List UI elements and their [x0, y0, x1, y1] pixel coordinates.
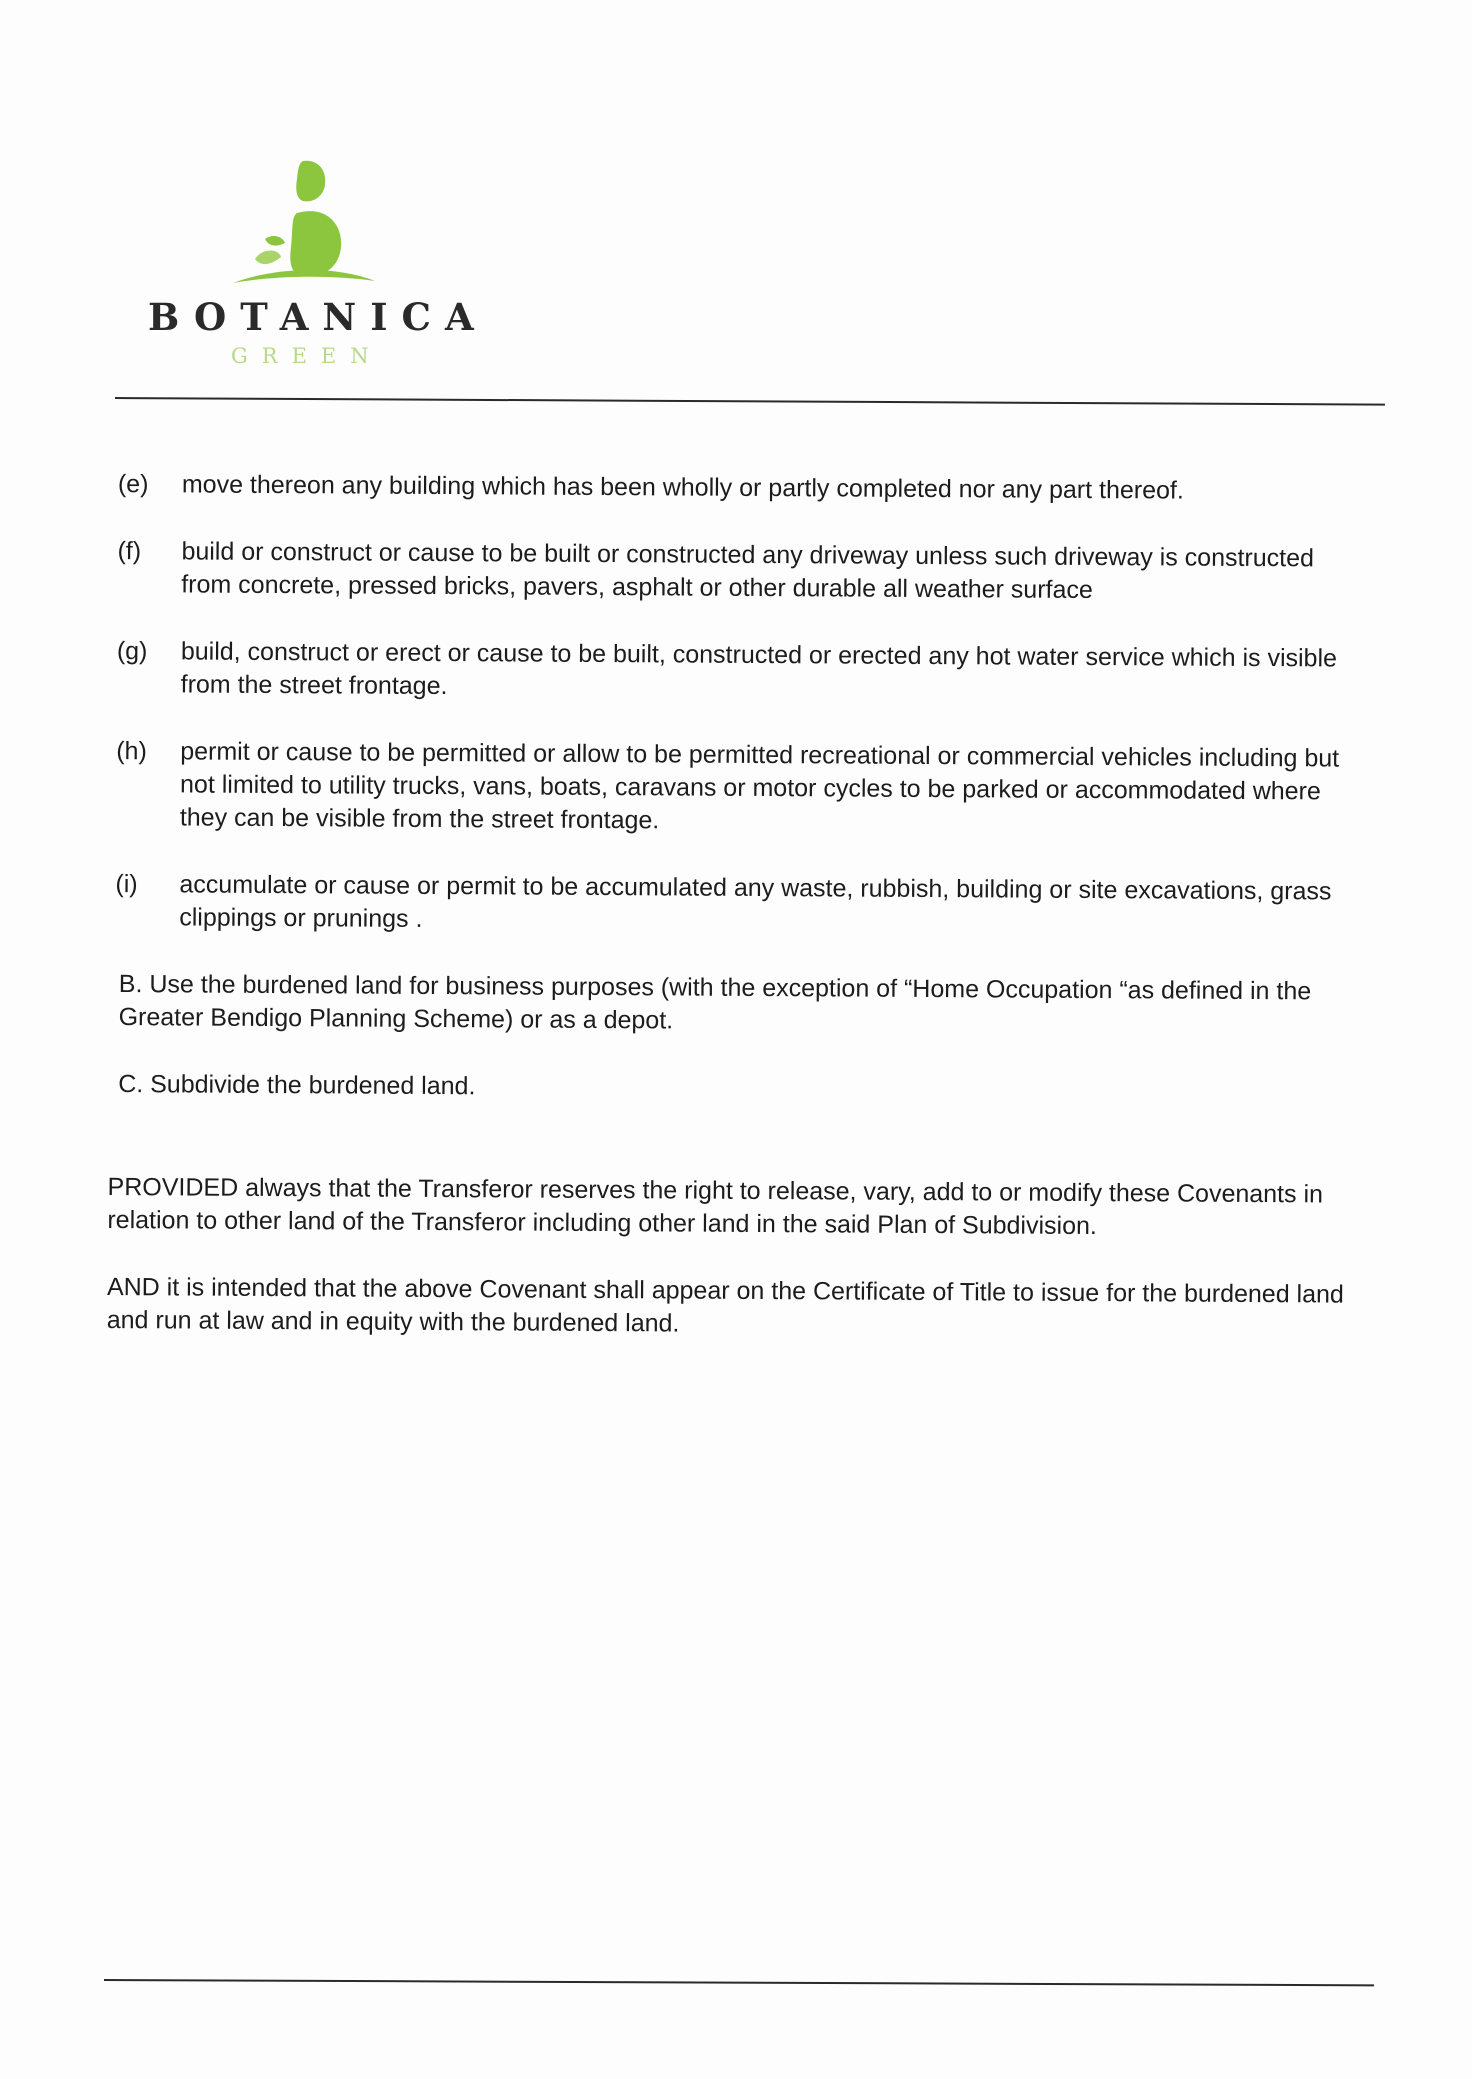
clause-b: B. Use the burdened land for business purposes (with the exception of “Home Occupation “as defined in the Greater Bendigo Planning Scheme) or as a depot. [118, 970, 1312, 1035]
item-text: build, construct or erect or cause to be built, constructed or erected any hot water service which is visible from the street frontage. [180, 637, 1338, 701]
item-label: (e) [117, 470, 149, 499]
covenant-body [106, 468, 1376, 1379]
botanica-leaf-logo-icon [225, 155, 385, 290]
item-label: (f) [117, 537, 142, 566]
item-label: (i) [115, 870, 138, 899]
item-text: permit or cause to be permitted or allow to be permitted recreational or commercial vehicles including but not limited to utility trucks, vans, boats, caravans or motor cycles to be parked or accommodated where they can be visible from the street frontage. [179, 737, 1340, 835]
footer-divider [104, 1979, 1374, 1986]
item-text: build or construct or cause to be built or constructed any driveway unless such driveway is constructed from concrete, pressed bricks, pavers, asphalt or other durable all weather surface [181, 537, 1315, 604]
item-label: (g) [116, 637, 148, 666]
provided-paragraph: PROVIDED always that the Transferor reserves the right to release, vary, add to or modify these Covenants in relation to other land of the Transferor including other land in the said Plan of Subdivision. [107, 1172, 1324, 1241]
list-item [109, 868, 1374, 942]
botanica-green-logo [140, 155, 488, 380]
header-divider [115, 397, 1385, 406]
item-text: accumulate or cause or permit to be accumulated any waste, rubbish, building or site excavations, grass clippings or prunings . [179, 870, 1332, 933]
list-item [110, 735, 1376, 842]
list-item [112, 468, 1377, 509]
list-item [111, 635, 1376, 709]
item-label: (h) [116, 737, 147, 766]
list-item [111, 535, 1376, 609]
logo-wordmark: BOTANICA [148, 295, 488, 339]
item-text: move thereon any building which has been wholly or partly completed nor any part thereof. [181, 470, 1184, 505]
logo-subtitle: GREEN [231, 344, 383, 368]
and-paragraph: AND it is intended that the above Covenant shall appear on the Certificate of Title to issue for the burdened land and run at law and in equity with the burdened land. [106, 1272, 1344, 1338]
clause-c: C. Subdivide the burdened land. [118, 1070, 476, 1101]
